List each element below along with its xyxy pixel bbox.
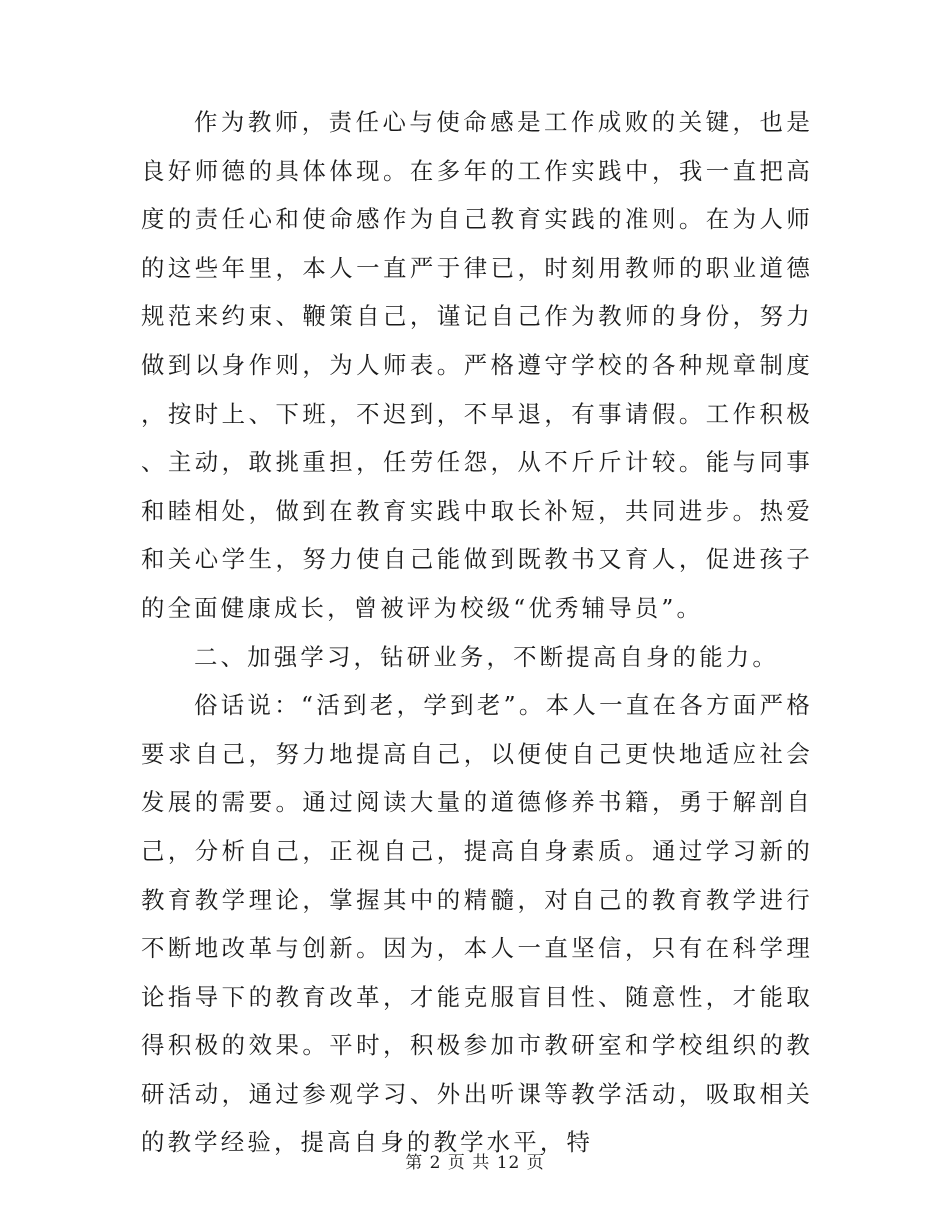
section-heading-study: 二、加强学习，钻研业务，不断提高自身的能力。 — [194, 642, 779, 671]
document-body — [141, 98, 813, 1167]
paragraph-responsibility: 作为教师，责任心与使命感是工作成败的关键，也是良好师德的具体体现。在多年的工作实践中，我一直把高度的责任心和使命感作为自己教育实践的准则。在为人师的这些年里，本人一直严于律已，时刻用教师的职业道德规范来约束、鞭策自己，谨记自己作为教师的身份，努力做到以身作则，为人师表。严格遵守学校的各种规章制度，按时上、下班，不迟到，不早退，有事请假。工作积极、主动，敢挑重担，任劳任怨，从不斤斤计较。能与同事和睦相处，做到在教育实践中取长补短，共同进步。热爱和关心学生，努力使自己能做到既教书又育人，促进孩子的全面健康成长，曾被评为校级“优秀辅导员”。 — [141, 108, 813, 622]
paragraph-learning: 俗话说：“活到老，学到老”。本人一直在各方面严格要求自己，努力地提高自己，以便使自己更快地适应社会发展的需要。通过阅读大量的道德修养书籍，勇于解剖自己，分析自己，正视自己，提高自身素质。通过学习新的教育教学理论，掌握其中的精髓，对自己的教育教学进行不断地改革与创新。因为，本人一直坚信，只有在科学理论指导下的教育改革，才能克服盲目性、随意性，才能取得积极的效果。平时，积极参加市教研室和学校组织的教研活动，通过参观学习、外出听课等教学活动，吸取相关的教学经验，提高自身的教学水平，特 — [141, 691, 813, 1157]
page-number-footer: 第 2 页 共 12 页 — [405, 1153, 545, 1173]
